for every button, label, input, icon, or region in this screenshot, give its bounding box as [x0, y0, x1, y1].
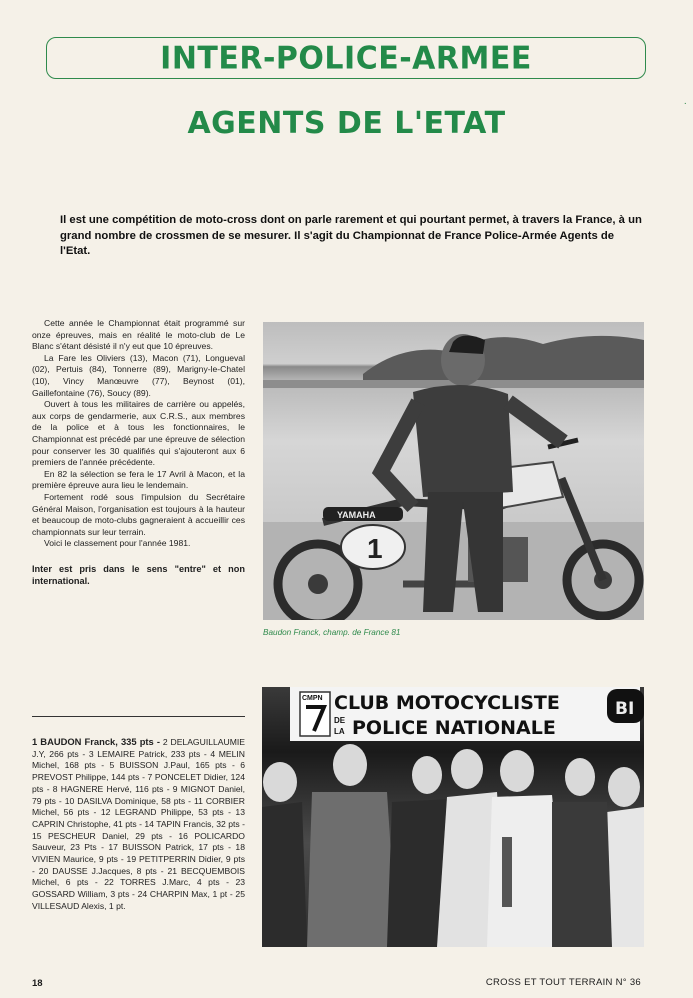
- magazine-name: CROSS ET TOUT TERRAIN N° 36: [485, 977, 641, 988]
- results-winner: 1 BAUDON Franck, 335 pts -: [32, 736, 160, 747]
- divider: [32, 716, 245, 717]
- rider-photo: [263, 322, 644, 620]
- body-paragraph: Fortement rodé sous l'impulsion du Secrétaire Général Maison, l'organisation est toujours à la hauteur et beaucoup de moto-clubs gagneraient à accueillir ces championnats sur leur terrain.: [32, 491, 245, 537]
- body-paragraph: Voici le classement pour l'année 1981.: [44, 538, 191, 549]
- corner-mark: ·: [683, 98, 687, 109]
- club-logo: CMPN: [302, 695, 323, 702]
- sign-la: LA: [334, 727, 345, 736]
- bike-brand: YAMAHA: [337, 510, 376, 520]
- sign-de: DE: [334, 716, 346, 725]
- results-rest: 2 DELAGUILLAUMIE J.Y, 266 pts - 3 LEMAIRE Patrick, 233 pts - 4 MELIN Michel, 168 pts - 5 BUISSON J.Paul, 165 pts - 6 PREVOST Philippe, 144 pts - 7 PONCELET Didier, 124 pts - 8 HAGNERE Hervé, 116 pts - 9 MIGNOT Daniel, 79 pts - 10 DASILVA Dominique, 58 pts - 11 CORBIER Michel, 56 pts - 12 LEGRAND Philippe, 53 pts - 13 CAPRIN Christophe, 41 pts - 14 TAPIN Francis, 32 pts - 15 PESCHEUR Daniel, 29 pts - 16 POLICARDO Sauveur, 23 Pts - 17 BUISSON Patrick, 17 pts - 18 VIVIEN Maurice, 9 pts - 19 PETITPERRIN Didier, 9 pts - 20 DAUSSE J.Jacques, 8 pts - 21 BECQUEMBOIS Michel, 6 pts - 22 TORRES J.Marc, 4 pts - 23 GOSSARD William, 3 pts - 24 CHARPIN Max, 1 pt - 25 VILLESAUD Alexis, 1 pt.: [32, 737, 245, 911]
- body-paragraph: Cette année le Championnat était programmé sur onze épreuves, mais en réalité le moto-club de Le Blanc s'étant désisté il n'y eut que 10 épreuves.: [32, 318, 245, 352]
- article-title: AGENTS DE L'ETAT: [187, 106, 506, 141]
- header-banner: [46, 37, 646, 79]
- sign-line-2: POLICE NATIONALE: [352, 717, 556, 739]
- body-paragraph: Ouvert à tous les militaires de carrière ou appelés, aux corps de gendarmerie, aux C.R.S., aux membres de la police et à tous les fonctionnaires, le Championnat est précédé par une épreuve de sélection pour conserver les 30 qualifiés qui s'ajouteront aux 6 premiers de l'année précédente.: [32, 399, 245, 468]
- podium-photo: [262, 687, 644, 947]
- banner-title: INTER-POLICE-ARMEE: [160, 39, 532, 77]
- bike-number: 1: [367, 533, 383, 564]
- article-body: [32, 318, 245, 587]
- results-list: [32, 736, 245, 913]
- podium-illustration: [262, 687, 644, 947]
- article-intro: Il est une compétition de moto-cross dont on parle rarement et qui pourtant permet, à travers la France, à un grand nombre de crossmen de se mesurer. Il s'agit du Championnat de France Police-Armée Agents de l'Etat.: [60, 214, 642, 257]
- sign-side: BI: [615, 699, 635, 719]
- rider-illustration: [263, 322, 644, 620]
- photo-caption: Baudon Franck, champ. de France 81: [263, 628, 401, 637]
- article-note: Inter est pris dans le sens "entre" et non international.: [32, 563, 245, 586]
- body-paragraph: La Fare les Oliviers (13), Macon (71), Longueval (02), Pertuis (84), Tonnerre (89), Marigny-le-Chatel (10), Vincy Manœuvre (77), Beynost (01), Gaillefontaine (76), Soucy (89).: [32, 352, 245, 398]
- page-number: 18: [32, 978, 43, 989]
- sign-line-1: CLUB MOTOCYCLISTE: [334, 692, 560, 714]
- body-paragraph: En 82 la sélection se fera le 17 Avril à Macon, et la première épreuve aura lieu le lendemain.: [32, 468, 245, 491]
